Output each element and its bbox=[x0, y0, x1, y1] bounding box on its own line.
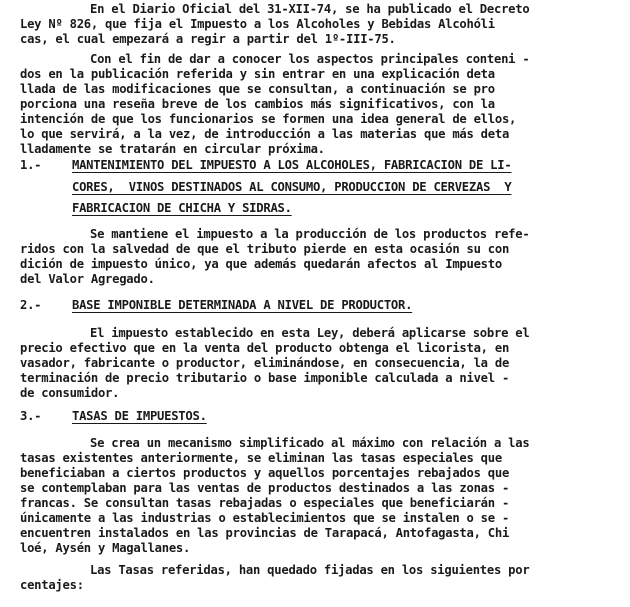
section-1-title-line-2: CORES, VINOS DESTINADOS AL CONSUMO, PRODUCCION DE CERVEZAS Y bbox=[72, 180, 512, 194]
section-2-body-line-4: terminación de precio tributario o base imponible calculada a nivel - bbox=[20, 371, 510, 385]
section-3-body-line-5: francas. Se consultan tasas rebajadas o especiales que beneficiarán - bbox=[20, 496, 510, 510]
section-1-body-line-3: dición de impuesto único, ya que además quedarán afectos al Impuesto bbox=[20, 257, 502, 271]
intro-line-2: Ley Nº 826, que fija el Impuesto a los Alcoholes y Bebidas Alcohóli bbox=[20, 17, 495, 31]
purpose-line-6: lo que servirá, a la vez, de introducción a las materias que más deta bbox=[20, 127, 510, 141]
section-2-number: 2.- bbox=[20, 298, 42, 312]
section-2-body-line-5: de consumidor. bbox=[20, 386, 120, 400]
section-2-title: BASE IMPONIBLE DETERMINADA A NIVEL DE PRODUCTOR. bbox=[72, 298, 413, 312]
section-3-body-line-6: únicamente a las industrias o establecimientos que se instalen o se - bbox=[20, 511, 510, 525]
section-3-title: TASAS DE IMPUESTOS. bbox=[72, 409, 207, 423]
section-3-body-line-2: tasas existentes anteriormente, se eliminan las tasas especiales que bbox=[20, 451, 502, 465]
section-3-body-line-1: Se crea un mecanismo simplificado al máximo con relación a las bbox=[90, 436, 530, 450]
section-3-closing-line-1: Las Tasas referidas, han quedado fijadas en los siguientes por bbox=[90, 563, 530, 577]
purpose-line-3: llada de las modificaciones que se consultan, a continuación se pro bbox=[20, 82, 495, 96]
section-1-body-line-2: ridos con la salvedad de que el tributo pierde en esta ocasión su con bbox=[20, 242, 510, 256]
section-2-body-line-3: vasador, fabricante o productor, eliminándose, en consecuencia, la de bbox=[20, 356, 510, 370]
section-3-body-line-4: se contemplaban para las ventas de productos destinados a las zonas - bbox=[20, 481, 510, 495]
section-3-closing-line-2: centajes: bbox=[20, 578, 84, 592]
section-2-body-line-2: precio efectivo que en la venta del producto obtenga el licorista, en bbox=[20, 341, 510, 355]
section-3-body-line-3: beneficiaban a ciertos productos y aquellos porcentajes rebajados que bbox=[20, 466, 510, 480]
purpose-line-5: intención de que los funcionarios se formen una idea general de ellos, bbox=[20, 112, 517, 126]
section-1-body-line-1: Se mantiene el impuesto a la producción de los productos refe- bbox=[90, 227, 530, 241]
intro-line-3: cas, el cual empezará a regir a partir del 1º-III-75. bbox=[20, 32, 396, 46]
section-3-body-line-8: loé, Aysén y Magallanes. bbox=[20, 541, 191, 555]
intro-line-1: En el Diario Oficial del 31-XII-74, se ha publicado el Decreto bbox=[90, 2, 530, 16]
purpose-line-2: dos en la publicación referida y sin entrar en una explicación deta bbox=[20, 67, 495, 81]
purpose-line-4: porciona una reseña breve de los cambios más significativos, con la bbox=[20, 97, 495, 111]
purpose-line-7: lladamente se tratarán en circular próxima. bbox=[20, 142, 325, 156]
section-1-number: 1.- bbox=[20, 158, 42, 172]
purpose-line-1: Con el fin de dar a conocer los aspectos principales conteni - bbox=[90, 52, 530, 66]
section-1-title-line-3: FABRICACION DE CHICHA Y SIDRAS. bbox=[72, 201, 292, 215]
section-3-body-line-7: encuentren instalados en las provincias de Tarapacá, Antofagasta, Chi bbox=[20, 526, 510, 540]
section-1-title-line-1: MANTENIMIENTO DEL IMPUESTO A LOS ALCOHOLES, FABRICACION DE LI- bbox=[72, 158, 512, 172]
section-3-number: 3.- bbox=[20, 409, 42, 423]
section-1-body-line-4: del Valor Agregado. bbox=[20, 272, 155, 286]
section-2-body-line-1: El impuesto establecido en esta Ley, deberá aplicarse sobre el bbox=[90, 326, 530, 340]
